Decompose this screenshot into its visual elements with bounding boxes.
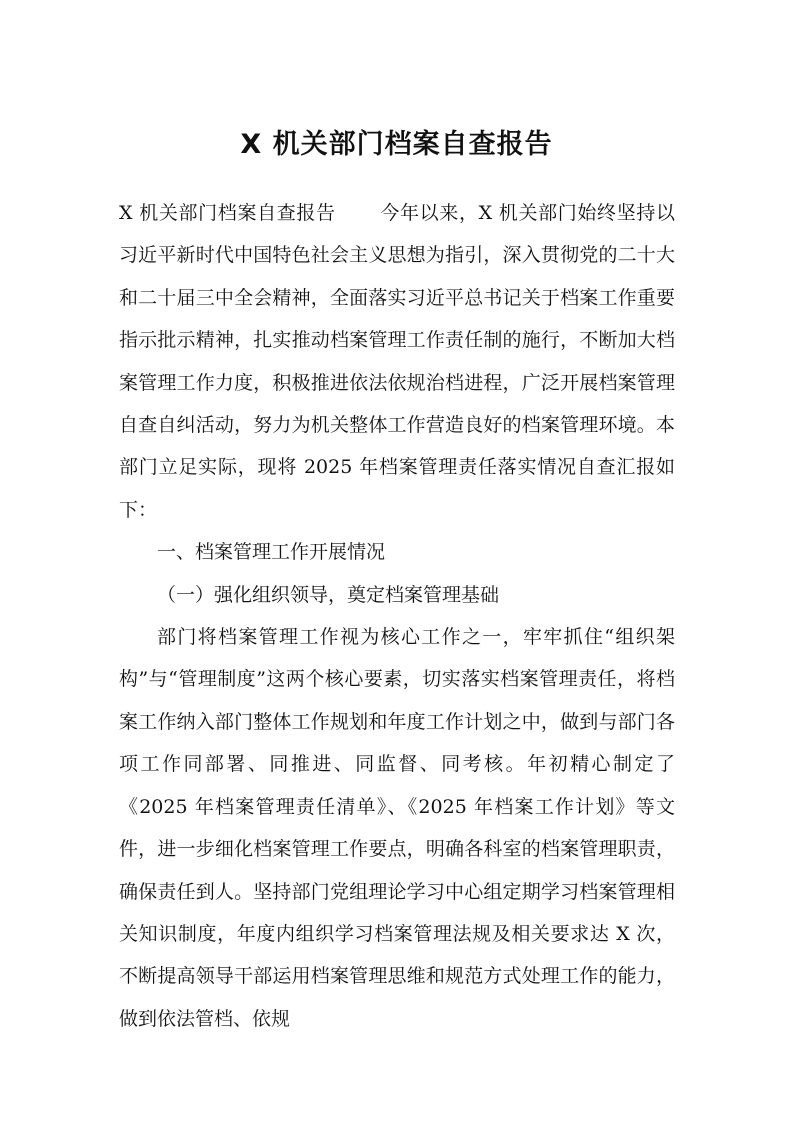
section-heading: 一、档案管理工作开展情况 [157, 541, 386, 564]
intro-paragraph [119, 192, 675, 531]
subsection-heading: （一）强化组织领导，奠定档案管理基础 [157, 583, 500, 606]
document-body [119, 192, 675, 1040]
document-title: X 机关部门档案自查报告 [240, 129, 553, 160]
intro-label: X 机关部门档案自查报告 [119, 202, 336, 224]
intro-text: 今年以来，X 机关部门始终坚持以习近平新时代中国特色社会主义思想为指引，深入贯彻党的二十大和二十届三中全会精神，全面落实习近平总书记关于档案工作重要指示批示精神，扎实推动档案管理工作责任制的施行，不断加大档案管理工作力度，积极推进依法依规治档进程，广泛开展档案管理自查自纠活动，努力为机关整体工作营造良好的档案管理环境。本部门立足实际，现将 2025 年档案管理责任落实情况自查汇报如下： [119, 202, 675, 521]
body-paragraph: 部门将档案管理工作视为核心工作之一，牢牢抓住“组织架构”与“管理制度”这两个核心要素，切实落实档案管理责任，将档案工作纳入部门整体工作规划和年度工作计划之中，做到与部门各项工作同部署、同推进、同监督、同考核。年初精心制定了《2025 年档案管理责任清单》、《2025 年档案工作计划》等文件，进一步细化档案管理工作要点，明确各科室的档案管理职责，确保责任到人。坚持部门党组理论学习中心组定期学习档案管理相关知识制度，年度内组织学习档案管理法规及相关要求达 X 次，不断提高领导干部运用档案管理思维和规范方式处理工作的能力，做到依法管档、依规 [119, 626, 675, 1030]
